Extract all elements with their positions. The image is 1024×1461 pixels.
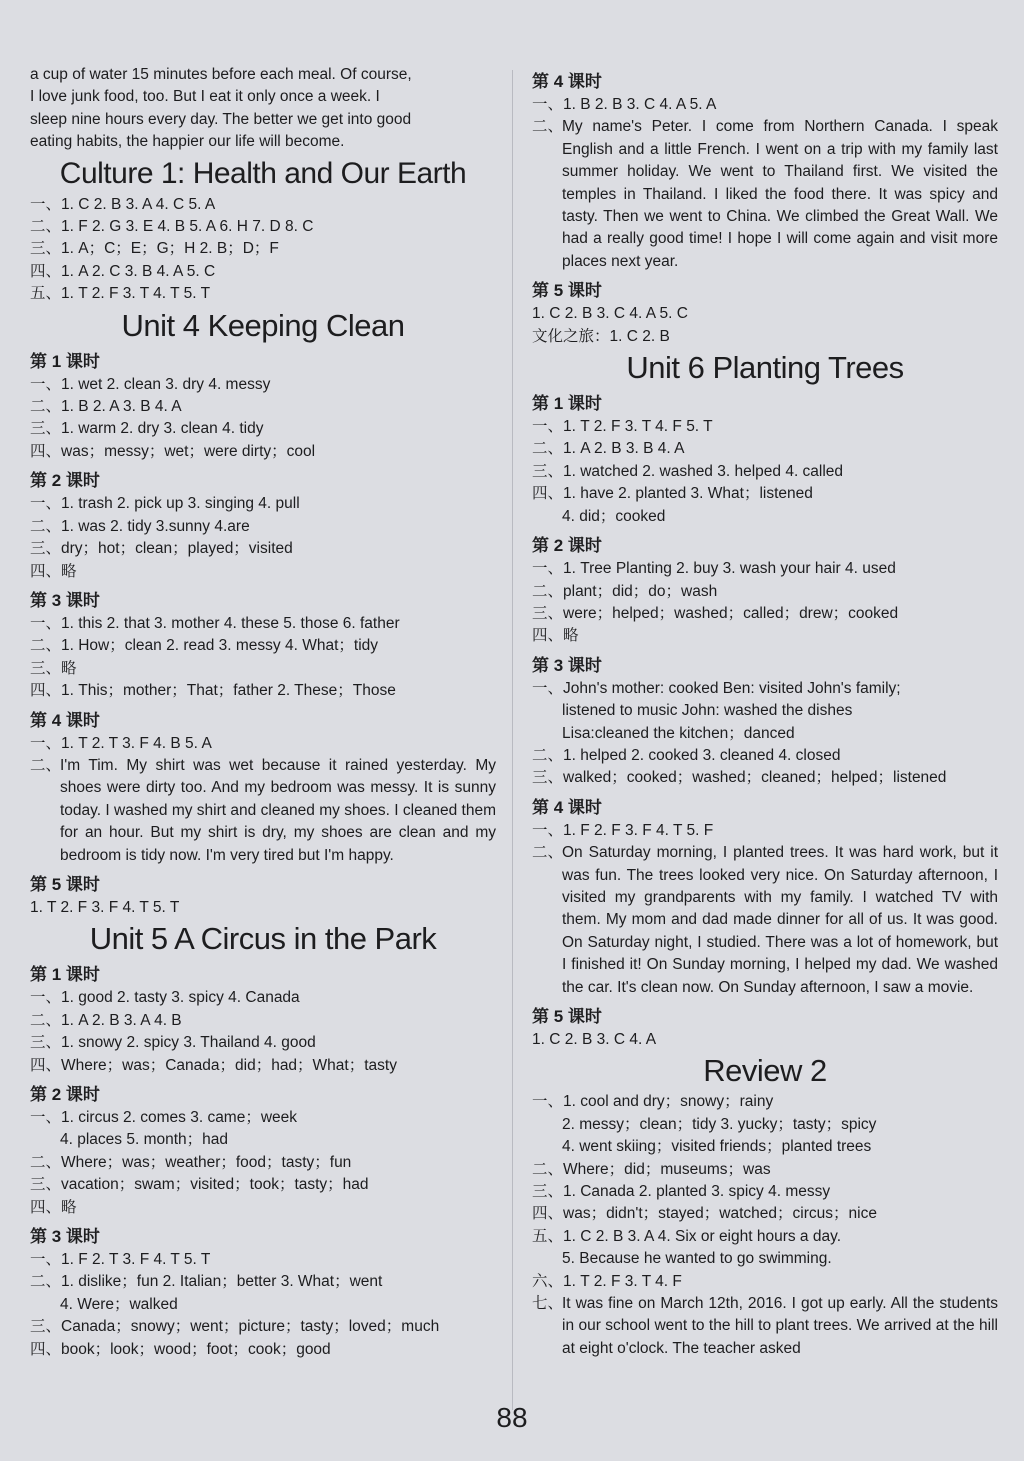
answer-line: 四、1. have 2. planted 3. What；listened (532, 485, 813, 503)
answer-line: 一、1. cool and dry；snowy；rainy (532, 1093, 774, 1111)
answer-line: 一、1. F 2. F 3. F 4. T 5. F (532, 821, 714, 839)
answer-line: 四、1. A 2. C 3. B 4. A 5. C (30, 262, 216, 280)
answer-line: 一、1. wet 2. clean 3. dry 4. messy (30, 375, 271, 393)
review-heading: Review 2 (703, 1053, 827, 1089)
answer-line: 三、1. watched 2. washed 3. helped 4. called (532, 462, 844, 480)
text-line: I love junk food, too. But I eat it only once a week. I (30, 88, 380, 106)
item-number: 二、 (532, 118, 564, 136)
text-line: sleep nine hours every day. The better we get into good (30, 110, 412, 128)
answer-line: 三、1. A；C；E；G；H 2. B；D；F (30, 240, 279, 258)
answer-line: 二、1. helped 2. cooked 3. cleaned 4. closed (532, 746, 841, 764)
lesson-label: 第 2 课时 (532, 536, 602, 556)
passage-answer (532, 842, 998, 999)
answer-line: 四、1. This；mother；That；father 2. These；Those (30, 682, 396, 700)
answer-line: 一、John's mother: cooked Ben: visited John's family; (532, 679, 901, 697)
lesson-label: 第 3 课时 (30, 590, 100, 610)
answer-line: 六、1. T 2. F 3. T 4. F (532, 1272, 682, 1290)
text-line: a cup of water 15 minutes before each meal. Of course, (30, 66, 412, 83)
answer-line: 四、book；look；wood；foot；cook；good (30, 1340, 331, 1358)
lesson-label: 第 1 课时 (30, 965, 100, 985)
section-heading: Culture 1: Health and Our Earth (59, 156, 467, 190)
answer-line: 1. T 2. F 3. F 4. T 5. T (30, 898, 180, 916)
answer-line: 四、略 (532, 627, 579, 645)
answer-line: 2. messy；clean；tidy 3. yucky；tasty；spicy (562, 1115, 877, 1133)
answer-line: 一、1. Tree Planting 2. buy 3. wash your hair 4. used (532, 560, 896, 578)
unit-heading: Unit 4 Keeping Clean (121, 307, 405, 343)
answer-line: 4. places 5. month；had (60, 1131, 229, 1149)
answer-line: 一、1. C 2. B 3. A 4. C 5. A (30, 195, 216, 213)
answer-line: Lisa:cleaned the kitchen；danced (562, 724, 795, 742)
item-number: 二、 (30, 756, 62, 774)
text-line: eating habits, the happier our life will become. (30, 133, 345, 151)
lesson-label: 第 5 课时 (30, 874, 100, 894)
passage-text: I'm Tim. My shirt was wet because it rained yesterday. My shoes were dirty too. And my bedroom was messy. It is sunny today. I washed my shirt and cleaned my shoes. I cleaned them for an hour. But my shirt is dry, my shoes are clean and my bedroom is tidy now. I'm very tired but I'm happy. (60, 756, 496, 864)
lesson-label: 第 5 课时 (532, 281, 602, 301)
answer-line: 一、1. F 2. T 3. F 4. T 5. T (30, 1251, 211, 1269)
item-number: 二、 (532, 844, 564, 862)
answer-line: 一、1. T 2. T 3. F 4. B 5. A (30, 734, 212, 752)
answer-line: 二、1. was 2. tidy 3.sunny 4.are (30, 517, 250, 535)
lesson-label: 第 4 课时 (532, 797, 602, 817)
answer-line: 二、1. B 2. A 3. B 4. A (30, 398, 182, 416)
answer-line: 三、were；helped；washed；called；drew；cooked (532, 604, 899, 622)
answer-line: 三、Canada；snowy；went；picture；tasty；loved；much (30, 1318, 440, 1336)
answer-line: 一、1. this 2. that 3. mother 4. these 5. those 6. father (30, 614, 400, 632)
answer-line: 三、1. warm 2. dry 3. clean 4. tidy (30, 420, 264, 438)
passage-text: My name's Peter. I come from Northern Canada. I speak English and a little French. I went on a trip with my family last summer holiday. We went to Thailand first. We visited the temples in Thailand. I liked the food there. It was spicy and tasty. Then we went to China. We climbed the Great Wall. We had a really good time! I hope I will come again and visit more places next year. (562, 118, 998, 270)
answer-line: 5. Because he wanted to go swimming. (562, 1250, 832, 1268)
culture1-answers (30, 194, 496, 306)
answer-line: 二、Where；was；weather；food；tasty；fun (30, 1153, 352, 1171)
answer-line: listened to music John: washed the dishes (562, 702, 853, 720)
answer-line: 四、Where；was；Canada；did；had；What；tasty (30, 1056, 397, 1074)
unit-heading: Unit 5 A Circus in the Park (89, 921, 437, 957)
answer-line: 一、1. trash 2. pick up 3. singing 4. pull (30, 495, 300, 513)
column-divider (512, 70, 513, 1410)
lesson-label: 第 4 课时 (532, 72, 602, 91)
answer-line: 三、dry；hot；clean；played；visited (30, 540, 293, 558)
answer-line: 五、1. T 2. F 3. T 4. T 5. T (30, 285, 211, 303)
lesson-label: 第 1 课时 (30, 351, 100, 371)
answer-line: 1. C 2. B 3. C 4. A 5. C (532, 305, 688, 323)
answer-line: 一、1. B 2. B 3. C 4. A 5. A (532, 96, 717, 113)
answer-line: 二、1. F 2. G 3. E 4. B 5. A 6. H 7. D 8. C (30, 218, 314, 236)
lesson-label: 第 3 课时 (532, 655, 602, 675)
answer-line: 二、plant；did；do；wash (532, 582, 718, 600)
lesson-label: 第 1 课时 (532, 394, 602, 414)
answer-line: 二、1. A 2. B 3. B 4. A (532, 440, 685, 458)
answer-line: 三、略 (30, 659, 77, 677)
answer-line: 二、1. A 2. B 3. A 4. B (30, 1011, 182, 1029)
answer-line: 三、1. snowy 2. spicy 3. Thailand 4. good (30, 1034, 316, 1052)
answer-line: 三、walked；cooked；washed；cleaned；helped；listened (532, 769, 947, 787)
answer-line: 二、1. How；clean 2. read 3. messy 4. What；tidy (30, 637, 379, 655)
answer-line: 1. C 2. B 3. C 4. A (532, 1031, 657, 1048)
answer-line: 四、was；didn't；stayed；watched；circus；nice (532, 1205, 877, 1223)
lesson-label: 第 4 课时 (30, 710, 100, 730)
answer-line: 四、was；messy；wet；were dirty；cool (30, 442, 316, 460)
answer-line: 4. went skiing；visited friends；planted trees (562, 1138, 872, 1156)
answer-line: 一、1. T 2. F 3. T 4. F 5. T (532, 418, 713, 436)
answer-line: 三、vacation；swam；visited；took；tasty；had (30, 1176, 369, 1194)
unit-heading: Unit 6 Planting Trees (626, 350, 904, 386)
lesson-label: 第 2 课时 (30, 471, 100, 491)
passage-answer (532, 1293, 998, 1360)
answer-line: 三、1. Canada 2. planted 3. spicy 4. messy (532, 1183, 831, 1201)
right-column (532, 64, 998, 1364)
passage-answer (30, 755, 496, 867)
item-number: 七、 (532, 1295, 564, 1313)
answer-line: 四、略 (30, 1198, 77, 1216)
passage-text: On Saturday morning, I planted trees. It was hard work, but it was fun. The trees looked very nice. On Saturday afternoon, I visited my grandparents with my family. I watched TV with them. My mom and dad made dinner for all of us. It was good. On Saturday night, I studied. There was a lot of homework, but I finished it! On Sunday morning, I helped my dad. We washed the car. It's clean now. On Sunday afternoon, I saw a movie. (562, 844, 998, 996)
passage-answer (532, 116, 998, 273)
answer-line: 4. Were；walked (60, 1295, 178, 1313)
lesson-label: 第 5 课时 (532, 1007, 602, 1026)
answer-line: 4. did；cooked (562, 507, 666, 525)
answer-line: 文化之旅：1. C 2. B (532, 327, 670, 345)
passage-text: It was fine on March 12th, 2016. I got up early. All the students in our school went to the hill to plant trees. We arrived at the hill at eight o'clock. The teacher asked (562, 1295, 998, 1357)
page-number: 88 (496, 1402, 528, 1433)
intro-passage (30, 64, 496, 154)
left-column (30, 64, 496, 1361)
lesson-label: 第 2 课时 (30, 1085, 100, 1104)
answer-line: 二、1. dislike；fun 2. Italian；better 3. What；went (30, 1273, 383, 1291)
answer-line: 二、Where；did；museums；was (532, 1160, 771, 1178)
answer-line: 一、1. circus 2. comes 3. came；week (30, 1109, 298, 1126)
lesson-label: 第 3 课时 (30, 1227, 100, 1247)
answer-line: 五、1. C 2. B 3. A 4. Six or eight hours a day. (532, 1227, 842, 1245)
answer-line: 四、略 (30, 562, 77, 580)
answer-line: 一、1. good 2. tasty 3. spicy 4. Canada (30, 989, 300, 1007)
